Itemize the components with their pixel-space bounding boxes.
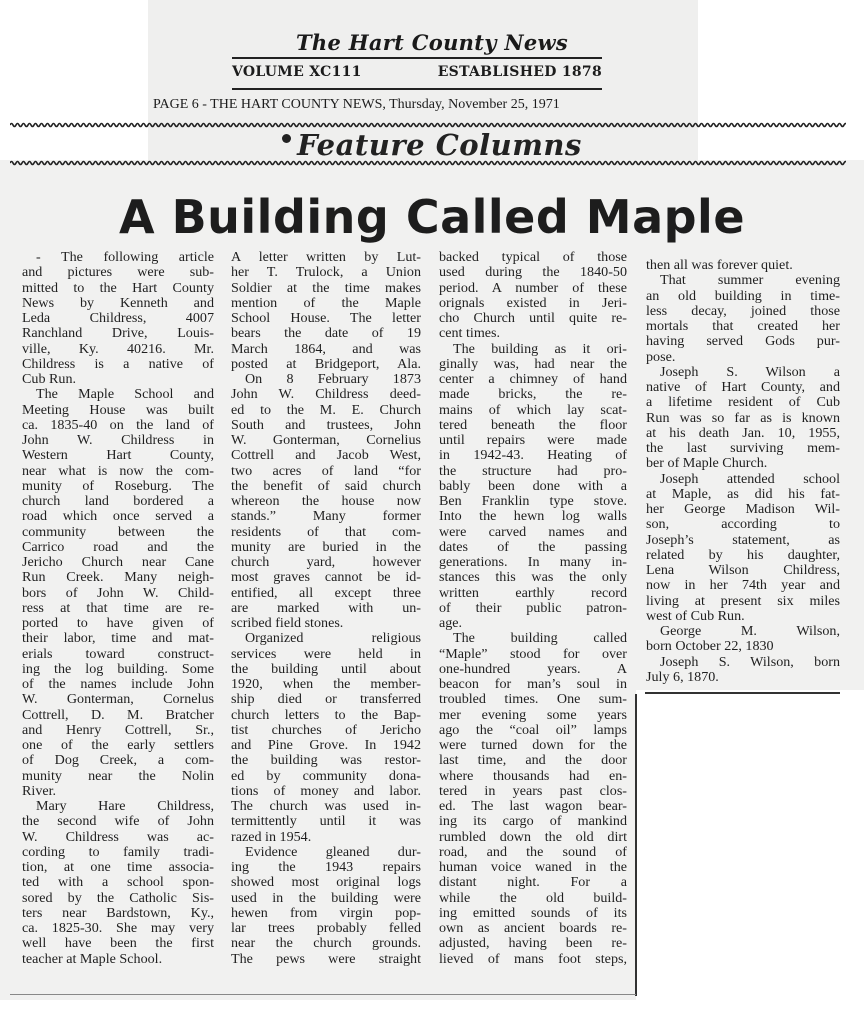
article-text-line: community between the [22, 524, 214, 540]
article-text-line: while the old build- [439, 890, 627, 906]
column-border-rule [635, 694, 637, 996]
article-text-line: - The following article [36, 250, 214, 265]
article-text-line: cording to family tradi- [22, 844, 214, 860]
article-text-line: ported to have given of [22, 616, 214, 631]
article-text-line: On 8 February 1873 [245, 372, 421, 387]
article-text-line: related by his daughter, [646, 547, 840, 563]
article-text-line: the building was restor- [231, 753, 421, 769]
article-text-line: lieved of mans foot steps, [439, 951, 627, 967]
article-text-line: The pews were straight [231, 951, 421, 967]
article-text-line: tist churches of Jericho [231, 722, 421, 738]
column-end-rule [645, 692, 840, 694]
article-text-line: Leda Childress, 4007 [22, 311, 214, 326]
article-text-line: now in her 74th year and [646, 578, 840, 594]
article-text-line: Mary Hare Childress, [36, 799, 214, 814]
article-text-line: munity are buried in the [231, 539, 421, 555]
article-text-line: munity near the Nolin [22, 768, 214, 784]
article-text-line: stances this was the only [439, 570, 627, 586]
article-text-line: made bricks, the re- [439, 387, 627, 403]
article-text-line: pose. [646, 349, 676, 365]
article-text-line: The building called [453, 631, 627, 647]
article-text-line: ginally was, had near the [439, 356, 627, 372]
article-text-line: used during the 1840-50 [439, 265, 627, 281]
article-text-line: bears the date of 19 [231, 326, 421, 342]
article-text-line: church letters to the Bap- [231, 707, 421, 723]
article-text-line: backed typical of those [439, 250, 627, 265]
clipping-cutout [636, 690, 864, 1010]
article-text-line: John W. Childress in [22, 433, 214, 448]
article-text-line: at Maple, as did his fat- [646, 486, 840, 502]
article-text-line: two acres of land “for [231, 463, 421, 479]
article-text-line: beacon for man’s soul in [439, 677, 627, 692]
article-text-line: “Maple” stood for over [439, 646, 627, 662]
article-text-line: troubled times. One sum- [439, 692, 627, 708]
article-text-line: less decay, joined those [646, 303, 840, 319]
article-column-2 [231, 250, 421, 967]
masthead-rule-top [232, 57, 602, 59]
article-text-line: That summer evening [660, 273, 840, 289]
article-text-line: ted with a school spon- [22, 875, 214, 891]
article-text-line: and Henry Cottrell, Sr., [22, 722, 214, 738]
article-text-line: at his death Jan. 10, 1955, [646, 425, 840, 441]
article-text-line: School House. The letter [231, 311, 421, 326]
article-text-line: showed most original logs [231, 875, 421, 891]
article-text-line: period. A number of these [439, 280, 627, 296]
article-text-line: distant night. For a [439, 875, 627, 891]
article-text-line: News by Kenneth and [22, 295, 214, 311]
article-text-line: rumbled down the old dirt [439, 829, 627, 845]
clipping-bottom-edge [10, 994, 636, 995]
article-text-line: Meeting House was built [22, 402, 214, 418]
article-text-line: Cottrell and Jacob West, [231, 448, 421, 464]
section-heading [0, 128, 864, 162]
volume-number: VOLUME XC111 [232, 64, 362, 80]
article-column-3 [439, 250, 627, 967]
article-text-line: Run was so far as is known [646, 410, 840, 426]
article-text-line: Cub Run. [22, 372, 77, 387]
article-text-line: most graves cannot be id- [231, 570, 421, 586]
article-text-line: generations. In many in- [439, 555, 627, 570]
article-text-line: bors of John W. Child- [22, 585, 214, 601]
article-text-line: ship died or transferred [231, 692, 421, 708]
article-text-line: born October 22, 1830 [646, 639, 774, 655]
article-text-line: ed. The last wagon bear- [439, 799, 627, 814]
article-text-line: tion, at one time associa- [22, 860, 214, 875]
established-year: ESTABLISHED 1878 [437, 64, 602, 80]
article-text-line: July 6, 1870. [646, 669, 719, 685]
article-text-line: mains of which lay scat- [439, 402, 627, 418]
article-text-line: sored by the Catholic Sis- [22, 890, 214, 906]
article-text-line: ber of Maple Church. [646, 456, 768, 472]
bullet-icon [282, 134, 291, 143]
article-text-line: George M. Wilson, [660, 624, 840, 639]
article-text-line: whereon the house now [231, 494, 421, 509]
article-text-line: A letter written by Lut- [231, 250, 421, 265]
article-text-line: of Dog Creek, a com- [22, 753, 214, 769]
article-text-line: orignals existed in Jeri- [439, 295, 627, 311]
article-text-line: church yard, however [231, 555, 421, 570]
article-text-line: adjusted, having been re- [439, 936, 627, 952]
article-text-line: tered beneath the floor [439, 417, 627, 433]
article-text-line: ters near Bardstown, Ky., [22, 905, 214, 921]
article-text-line: written earthly record [439, 585, 627, 601]
article-text-line: tions of money and labor. [231, 783, 421, 799]
article-text-line: church land bordered a [22, 494, 214, 509]
article-text-line: teacher at Maple School. [22, 951, 163, 967]
article-text-line: mer evening some years [439, 707, 627, 723]
article-text-line: Carrico road and the [22, 539, 214, 555]
article-text-line: near what is now the com- [22, 463, 214, 479]
article-text-line: Evidence gleaned dur- [245, 844, 421, 860]
masthead-rule-bottom [232, 88, 602, 90]
article-text-line: the second wife of John [22, 814, 214, 830]
article-text-line: are marked with un- [231, 600, 421, 616]
article-text-line: having served Gods pur- [646, 334, 840, 350]
article-text-line: one of the early settlers [22, 738, 214, 753]
article-text-line: dates of the passing [439, 539, 627, 555]
article-column-4 [646, 258, 840, 685]
article-text-line: Joseph’s statement, as [646, 532, 840, 548]
article-text-line: ing emitted sounds of its [439, 905, 627, 921]
article-text-line: The building as it ori- [453, 341, 627, 357]
article-text-line: razed in 1954. [231, 829, 312, 845]
article-text-line: mortals that created her [646, 319, 840, 334]
article-text-line: South and trustees, John [231, 417, 421, 433]
article-text-line: Into the hewn log walls [439, 509, 627, 525]
article-text-line: the building until about [231, 661, 421, 677]
article-text-line: a lifetime resident of Cub [646, 395, 840, 411]
article-text-line: ing the log building. Some [22, 661, 214, 677]
article-text-line: lar trees probably felled [231, 921, 421, 936]
article-text-line: W. Childress was ac- [22, 829, 214, 845]
article-text-line: in 1942-43. Heating of [439, 448, 627, 464]
wavy-rule-bottom [10, 160, 846, 166]
article-text-line: W. Gonterman, Cornelius [231, 433, 421, 448]
article-text-line: posted at Bridgeport, Ala. [231, 356, 421, 372]
article-text-line: Western Hart County, [22, 448, 214, 464]
article-text-line: stands.” Many former [231, 509, 421, 525]
article-text-line: ress at that time are re- [22, 600, 214, 616]
article-text-line: March 1864, and was [231, 341, 421, 357]
article-headline: A Building Called Maple [118, 190, 746, 244]
article-text-line: the structure had pro- [439, 463, 627, 479]
article-text-line: were turned down for the [439, 738, 627, 753]
article-text-line: living at present six miles [646, 593, 840, 609]
article-text-line: residents of that com- [231, 524, 421, 540]
article-text-line: ing the 1943 repairs [231, 860, 421, 875]
article-text-line: The Maple School and [36, 387, 214, 403]
article-text-line: their labor, time and mat- [22, 631, 214, 647]
article-text-line: human voice waned in the [439, 860, 627, 875]
article-text-line: then all was forever quiet. [646, 258, 793, 273]
article-text-line: road, and the sound of [439, 844, 627, 860]
article-text-line: of the names include John [22, 677, 214, 692]
article-text-line: west of Cub Run. [646, 608, 745, 624]
masthead-volume-bar [232, 64, 602, 80]
article-text-line: ago the “coal oil” lamps [439, 722, 627, 738]
article-text-line: bably been done with a [439, 478, 627, 494]
article-text-line: W. Gonterman, Cornelus [22, 692, 214, 708]
article-text-line: cent times. [439, 326, 501, 342]
article-text-line: well have been the first [22, 936, 214, 952]
article-column-1 [22, 250, 214, 967]
article-text-line: were carved names and [439, 524, 627, 540]
article-text-line: Soldier at the time makes [231, 280, 421, 296]
article-text-line: where thousands had en- [439, 768, 627, 784]
article-text-line: services were held in [231, 646, 421, 662]
article-text-line: ed by community dona- [231, 768, 421, 784]
newspaper-title: The Hart County News [295, 30, 569, 55]
article-text-line: her George Madison Wil- [646, 502, 840, 517]
article-text-line: munity of Roseburg. The [22, 478, 214, 494]
article-text-line: termittently until it was [231, 814, 421, 830]
article-text-line: entified, all except three [231, 585, 421, 601]
article-text-line: 1920, when the member- [231, 677, 421, 692]
article-text-line: Organized religious [245, 631, 421, 647]
article-text-line: the benefit of said church [231, 478, 421, 494]
article-text-line: cho Church until quite re- [439, 311, 627, 326]
article-text-line: John W. Childress deed- [231, 387, 421, 403]
article-text-line: last time, and the door [439, 753, 627, 769]
article-text-line: center a chimney of hand [439, 372, 627, 387]
article-text-line: ca. 1825-30. She may very [22, 921, 214, 936]
article-text-line: Jericho Church near Cane [22, 555, 214, 570]
article-text-line: Joseph S. Wilson, born [660, 654, 840, 670]
article-text-line: erials toward construct- [22, 646, 214, 662]
article-text-line: her T. Trulock, a Union [231, 265, 421, 281]
article-text-line: Joseph S. Wilson a [660, 364, 840, 380]
article-text-line: mention of the Maple [231, 295, 421, 311]
article-text-line: near the church grounds. [231, 936, 421, 952]
article-text-line: one-hundred years. A [439, 661, 627, 677]
article-text-line: Joseph attended school [660, 471, 840, 487]
article-text-line: Run Creek. Many neigh- [22, 570, 214, 586]
article-text-line: tered in years past clos- [439, 783, 627, 799]
article-text-line: mitted to the Hart County [22, 280, 214, 296]
article-text-line: an old building in time- [646, 288, 840, 304]
article-text-line: road which once served a [22, 509, 214, 525]
article-text-line: Ben Franklin type stove. [439, 494, 627, 509]
article-text-line: Lena Wilson Childress, [646, 563, 840, 578]
article-text-line: ed to the M. E. Church [231, 402, 421, 418]
article-text-line: and pictures were sub- [22, 265, 214, 281]
article-text-line: of their public patron- [439, 600, 627, 616]
article-text-line: own as ancient boards re- [439, 921, 627, 936]
article-text-line: the last surviving mem- [646, 441, 840, 456]
article-text-line: until repairs were made [439, 433, 627, 448]
section-label: Feature Columns [297, 128, 582, 162]
article-text-line: hewen from virgin pop- [231, 905, 421, 921]
article-text-line: son, according to [646, 517, 840, 533]
article-text-line: used in the building were [231, 890, 421, 906]
article-text-line: ca. 1835-40 on the land of [22, 417, 214, 433]
article-text-line: River. [22, 783, 57, 799]
article-text-line: The church was used in- [231, 799, 421, 814]
article-text-line: Ranchland Drive, Louis- [22, 326, 214, 342]
article-text-line: Childress is a native of [22, 356, 214, 372]
article-text-line: native of Hart County, and [646, 380, 840, 395]
article-text-line: age. [439, 616, 463, 631]
article-text-line: ing its cargo of mankind [439, 814, 627, 830]
page-dateline: PAGE 6 - THE HART COUNTY NEWS, Thursday, November 25, 1971 [153, 97, 560, 112]
article-text-line: scribed field stones. [231, 616, 344, 631]
article-text-line: and Pine Grove. In 1942 [231, 738, 421, 753]
article-text-line: ville, Ky. 40216. Mr. [22, 341, 214, 357]
article-text-line: Cottrell, D. M. Bratcher [22, 707, 214, 723]
